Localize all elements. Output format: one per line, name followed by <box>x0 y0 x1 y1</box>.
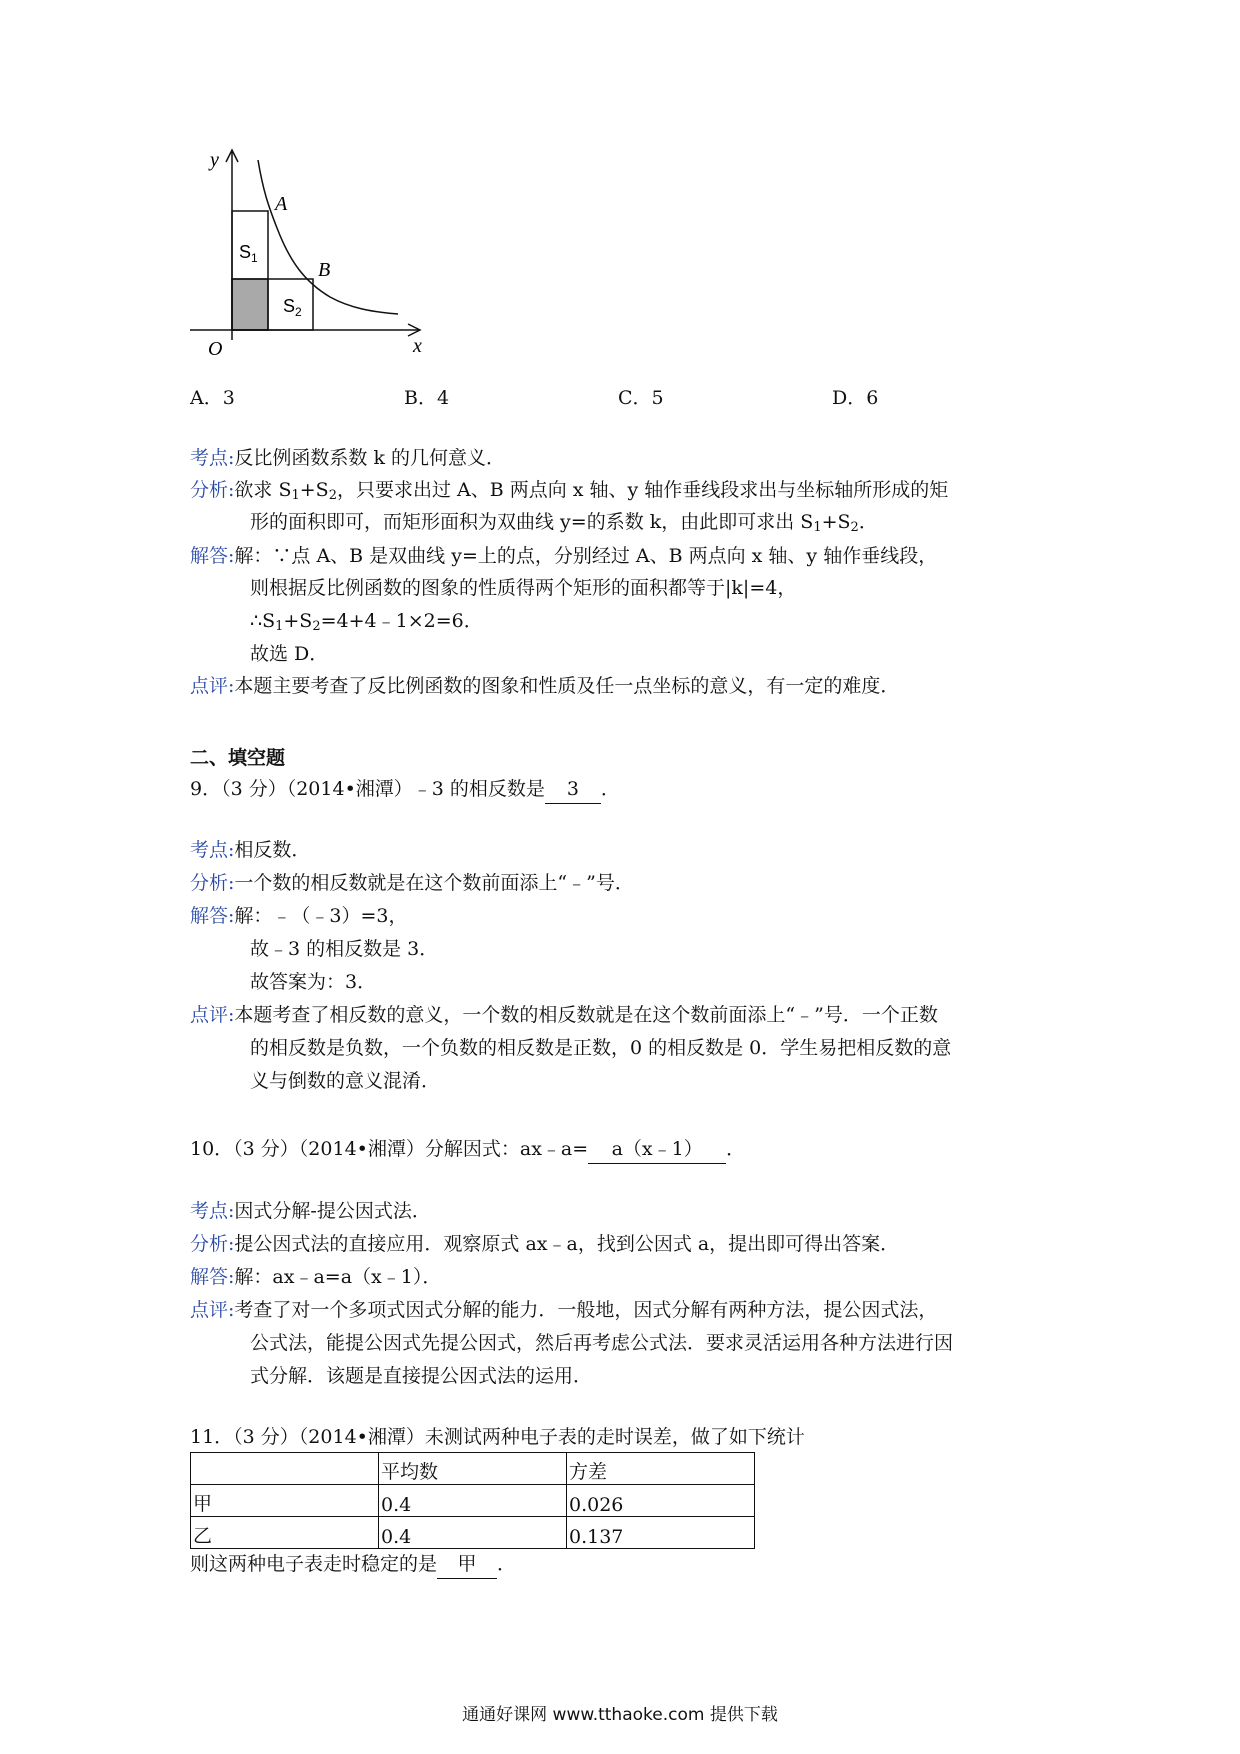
jieda-tag: 解答: <box>190 545 235 567</box>
subscript: 1 <box>291 488 300 503</box>
kaodian-tag: 考点: <box>190 839 235 861</box>
jieda-text: +S <box>283 610 313 632</box>
fenxi-text: ，只要求出过 A、B 两点向 x 轴、y 轴作垂线段求出与坐标轴所形成的矩 <box>336 479 949 501</box>
jieda-text: 解：∵点 A、B 是双曲线 y=上的点，分别经过 A、B 两点向 x 轴、y 轴作垂线段， <box>234 545 938 567</box>
fenxi-tag: 分析: <box>190 1233 235 1255</box>
answer-blank: a（x﹣1） <box>588 1135 726 1164</box>
kaodian-tag: 考点: <box>190 1200 235 1222</box>
q8-fenxi-line-1 <box>190 476 948 504</box>
q11-stem: 11．（3 分）（2014•湘潭）未测试两种电子表的走时误差，做了如下统计 <box>190 1426 805 1448</box>
choice-a: A．3 <box>190 387 235 409</box>
table-header-cell: 平均数 <box>379 1453 567 1485</box>
dianping-tag: 点评: <box>190 1004 235 1026</box>
jieda-tag: 解答: <box>190 905 235 927</box>
dianping-text: 本题主要考查了反比例函数的图象和性质及任一点坐标的意义，有一定的难度． <box>234 675 900 697</box>
fenxi-text: ． <box>858 511 878 533</box>
q8-dianping-line <box>190 672 899 700</box>
q8-fenxi-line-2 <box>250 508 878 536</box>
q9-dianping-line-1 <box>190 1001 938 1029</box>
table-cell: 0.4 <box>379 1485 567 1517</box>
q9-stem <box>190 775 620 803</box>
fenxi-text: +S <box>299 479 329 501</box>
dianping-text: 考查了对一个多项式因式分解的能力．一般地，因式分解有两种方法，提公因式法， <box>234 1299 938 1321</box>
subscript: 2 <box>850 520 859 535</box>
q10-dianping-line-3: 式分解．该题是直接提公因式法的运用． <box>250 1365 593 1387</box>
q8-kaodian-line <box>190 444 505 472</box>
jieda-text: 解：ax﹣a=a（x﹣1）． <box>234 1266 442 1288</box>
kaodian-text: 相反数． <box>234 839 311 861</box>
table-cell: 甲 <box>191 1485 379 1517</box>
table-cell: 0.4 <box>379 1517 567 1549</box>
stats-table <box>190 1452 755 1549</box>
q9-jieda-line-3: 故答案为：3． <box>250 971 377 993</box>
q8-jieda-line-1 <box>190 542 937 570</box>
answer-blank: 3 <box>545 775 601 804</box>
question-text: 则这两种电子表走时稳定的是 <box>190 1553 438 1575</box>
fenxi-text: +S <box>821 511 851 533</box>
q10-dianping-line-1 <box>190 1296 937 1324</box>
footer-watermark: 通通好课网 www.tthaoke.com 提供下载 <box>462 1705 778 1725</box>
fenxi-tag: 分析: <box>190 872 235 894</box>
s1-label: $S_1$ <box>239 242 258 265</box>
table-header-cell: 方差 <box>567 1453 755 1485</box>
s2-label: $S_2$ <box>283 296 302 319</box>
hyperbola-figure <box>170 130 440 370</box>
question-end: ． <box>726 1138 746 1160</box>
table-cell: 乙 <box>191 1517 379 1549</box>
table-header-row <box>191 1453 755 1485</box>
q10-kaodian-line <box>190 1197 431 1225</box>
point-a-label: A <box>275 193 288 215</box>
q8-jieda-line-3 <box>250 607 483 635</box>
y-axis-label: y <box>210 149 219 171</box>
subscript: 1 <box>275 619 284 634</box>
x-axis-label: x <box>413 335 422 357</box>
fenxi-text: 形的面积即可，而矩形面积为双曲线 y=的系数 k，由此即可求出 S <box>250 511 814 533</box>
fenxi-tag: 分析: <box>190 479 235 501</box>
q10-dianping-line-2: 公式法，能提公因式先提公因式，然后再考虑公式法．要求灵活运用各种方法进行因 <box>250 1332 954 1354</box>
origin-label: O <box>208 338 223 360</box>
table-cell: 0.026 <box>567 1485 755 1517</box>
table-header-cell <box>191 1453 379 1485</box>
fenxi-text: 欲求 S <box>234 479 292 501</box>
q8-jieda-line-4: 故选 D． <box>250 643 329 665</box>
section-title: 二、填空题 <box>190 747 286 769</box>
choice-d: D．6 <box>832 387 879 409</box>
question-end: ． <box>600 778 620 800</box>
jieda-tag: 解答: <box>190 1266 235 1288</box>
shaded-overlap-square <box>232 279 268 330</box>
hyperbola-curve <box>258 160 398 314</box>
dianping-tag: 点评: <box>190 1299 235 1321</box>
q10-fenxi-line <box>190 1230 899 1258</box>
dianping-tag: 点评: <box>190 675 235 697</box>
question-end: ． <box>497 1553 517 1575</box>
q9-fenxi-line <box>190 869 634 897</box>
q9-jieda-line-1 <box>190 902 408 930</box>
q8-jieda-line-2: 则根据反比例函数的图象的性质得两个矩形的面积都等于|k|=4， <box>250 577 797 599</box>
choice-b: B．4 <box>404 387 450 409</box>
question-text: 9．（3 分）（2014•湘潭）﹣3 的相反数是 <box>190 778 545 800</box>
table-row <box>191 1485 755 1517</box>
question-text: 10．（3 分）（2014•湘潭）分解因式：ax﹣a= <box>190 1138 589 1160</box>
subscript: 1 <box>813 520 822 535</box>
dianping-text: 本题考查了相反数的意义，一个数的相反数就是在这个数前面添上“﹣”号．一个正数 <box>234 1004 938 1026</box>
kaodian-text: 因式分解-提公因式法． <box>234 1200 431 1222</box>
q9-dianping-line-2: 的相反数是负数，一个负数的相反数是正数，0 的相反数是 0．学生易把相反数的意 <box>250 1037 952 1059</box>
q9-dianping-line-3: 义与倒数的意义混淆． <box>250 1070 441 1092</box>
q9-jieda-line-2: 故﹣3 的相反数是 3． <box>250 938 439 960</box>
kaodian-text: 反比例函数系数 k 的几何意义． <box>234 447 505 469</box>
point-b-label: B <box>318 259 331 281</box>
subscript: 2 <box>312 619 321 634</box>
subscript: 2 <box>328 488 337 503</box>
table-cell: 0.137 <box>567 1517 755 1549</box>
q10-jieda-line <box>190 1263 441 1291</box>
jieda-text: =4+4﹣1×2=6． <box>320 610 483 632</box>
q9-kaodian-line <box>190 836 310 864</box>
fenxi-text: 一个数的相反数就是在这个数前面添上“﹣”号． <box>234 872 634 894</box>
answer-blank: 甲 <box>437 1550 497 1579</box>
kaodian-tag: 考点: <box>190 447 235 469</box>
table-row <box>191 1517 755 1549</box>
q11-conclusion <box>190 1550 516 1578</box>
q10-stem <box>190 1135 745 1163</box>
jieda-text: 解：﹣（﹣3）=3， <box>234 905 408 927</box>
fenxi-text: 提公因式法的直接应用．观察原式 ax﹣a，找到公因式 a，提出即可得出答案． <box>234 1233 900 1255</box>
jieda-text: ∴S <box>250 610 276 632</box>
choice-c: C．5 <box>618 387 664 409</box>
